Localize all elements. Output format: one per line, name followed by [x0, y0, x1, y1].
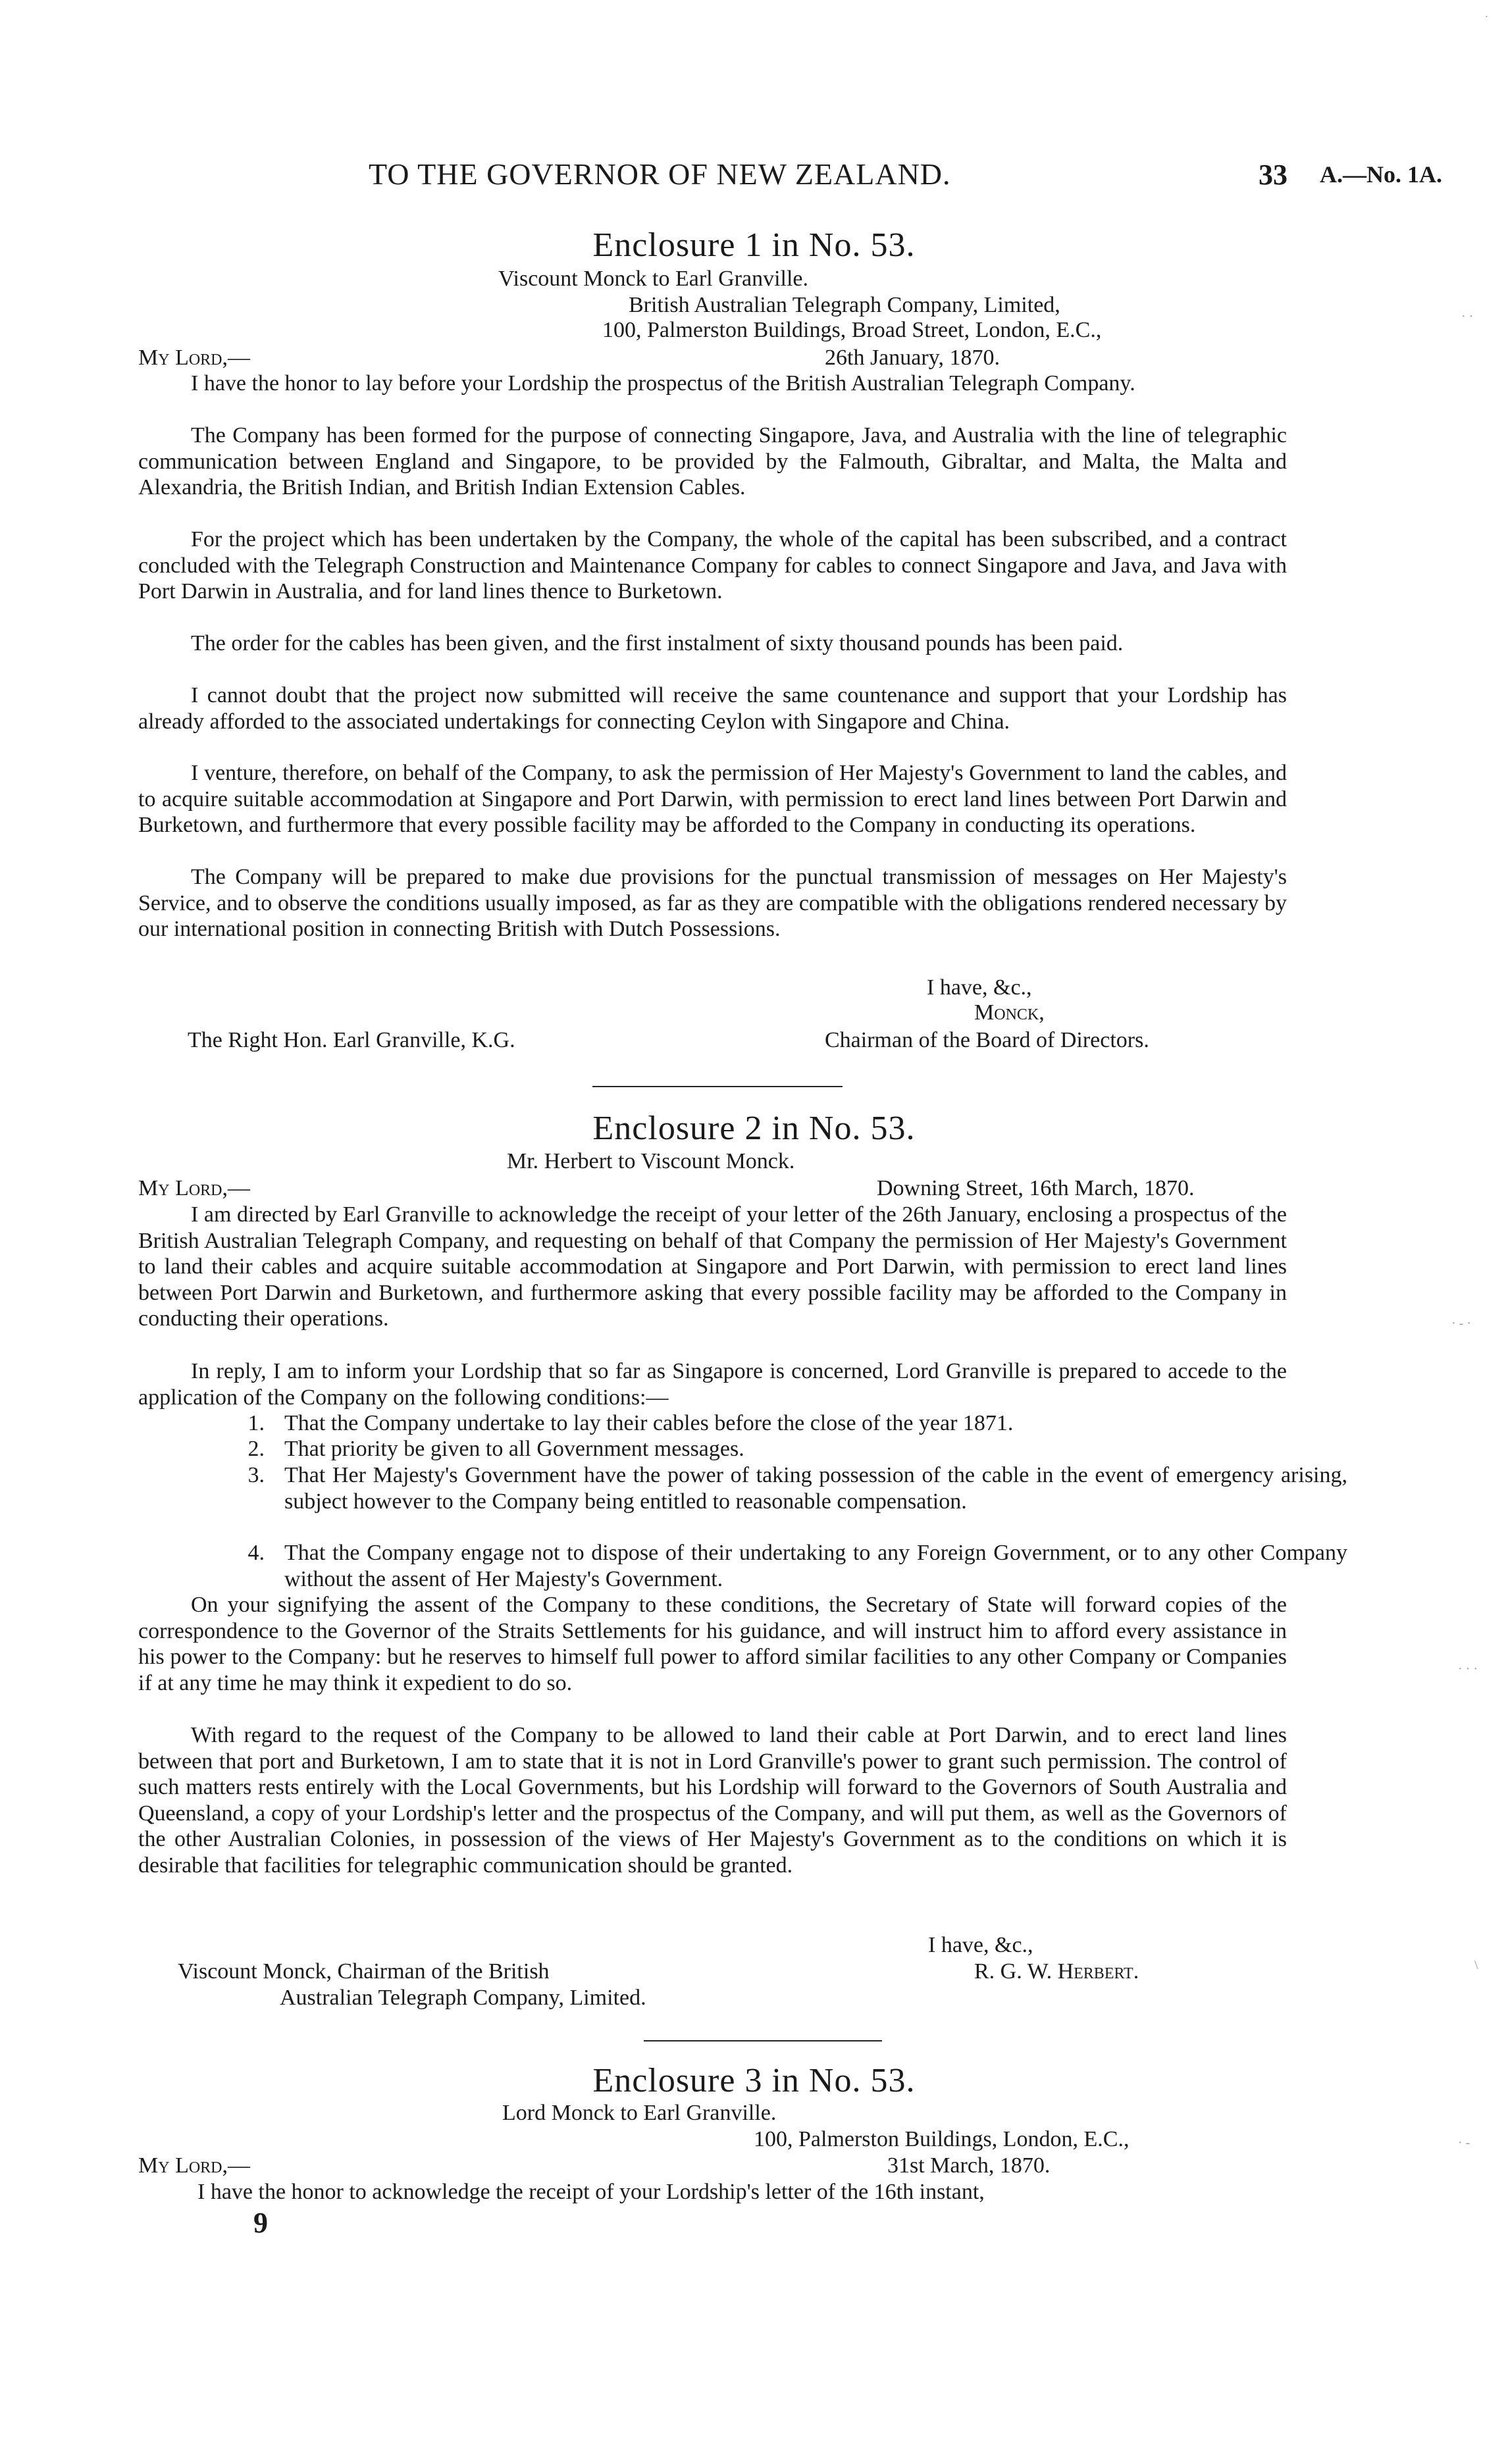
enclosure-1-from-to: Viscount Monck to Earl Granville.	[498, 267, 809, 291]
scan-mark: · -	[1458, 2136, 1470, 2150]
enclosure-1-signature-title: Chairman of the Board of Directors.	[825, 1028, 1149, 1052]
enclosure-1-salutation: My Lord,—	[138, 346, 251, 370]
running-header-title: TO THE GOVERNOR OF NEW ZEALAND.	[369, 157, 951, 191]
condition-item: 4. That the Company engage not to dispose of their undertaking to any Foreign Government, or to any other Company without the assent of Her Majesty's Government.	[247, 1541, 1347, 1591]
condition-item: 2. That priority be given to all Government messages.	[247, 1437, 744, 1461]
enclosure-3-address: 100, Palmerston Buildings, London, E.C.,	[754, 2127, 1130, 2151]
page-number: 33	[1259, 159, 1287, 191]
enclosure-2-from-to: Mr. Herbert to Viscount Monck.	[507, 1149, 795, 1173]
scan-mark: · - ·	[1451, 1316, 1471, 1331]
scan-mark: · ·	[1461, 309, 1474, 324]
enclosure-2-paragraph: In reply, I am to inform your Lordship that so far as Singapore is concerned, Lord Granville is prepared to accede to the application of the Company on the following conditions:—	[138, 1359, 1287, 1410]
section-divider	[592, 1086, 843, 1087]
enclosure-1-address-line2: 100, Palmerston Buildings, Broad Street, London, E.C.,	[602, 318, 1102, 342]
enclosure-3-from-to: Lord Monck to Earl Granville.	[502, 2101, 777, 2125]
scan-mark: \	[1474, 1958, 1478, 1972]
enclosure-2-salutation: My Lord,—	[138, 1176, 251, 1200]
enclosure-1-paragraph: The order for the cables has been given, and the first instalment of sixty thousand pounds has been paid.	[191, 631, 1124, 655]
scan-mark: ˙	[1484, 13, 1489, 28]
enclosure-1-paragraph: The Company has been formed for the purpose of connecting Singapore, Java, and Australia with the line of telegraphic communication between England and Singapore, to be provided by the Falmouth, Gibraltar, and Malta, the Malta and Alexandria, the British Indian, and British Indian Extension Cables.	[138, 423, 1287, 500]
enclosure-3-first-line: I have the honor to acknowledge the receipt of your Lordship's letter of the 16th instant,	[197, 2180, 985, 2204]
enclosure-2-place-date: Downing Street, 16th March, 1870.	[877, 1176, 1195, 1200]
condition-item: 1. That the Company undertake to lay their cables before the close of the year 1871.	[247, 1411, 1014, 1435]
paper-reference: A.—No. 1A.	[1320, 161, 1442, 188]
enclosure-2-closing: I have, &c.,	[928, 1933, 1033, 1957]
enclosure-1-paragraph: I venture, therefore, on behalf of the Company, to ask the permission of Her Majesty's Government to land the cables, and to acquire suitable accommodation at Singapore and Port Darwin, with permission to erect land lines between Port Darwin and Burketown, and furthermore that every possible facility may be afforded to the Company in conducting its operations.	[138, 761, 1287, 837]
enclosure-1-paragraph: The Company will be prepared to make due provisions for the punctual transmission of messages on Her Majesty's Service, and to observe the conditions usually imposed, as far as they are compatible with the obligations rendered necessary by our international position in connecting British with Dutch Possessions.	[138, 865, 1287, 941]
enclosure-3-date: 31st March, 1870.	[887, 2153, 1051, 2178]
enclosure-2-paragraph: On your signifying the assent of the Company to these conditions, the Secretary of State will forward copies of the correspondence to the Governor of the Straits Settlements for his guidance, and will instruct him to afford every assistance in his power to the Company: but he reserves to himself full power to afford similar facilities to any other Company or Companies if at any time he may think it expedient to do so.	[138, 1593, 1287, 1695]
enclosure-2-addressee-line1: Viscount Monck, Chairman of the British	[178, 1959, 550, 1984]
condition-item: 3. That Her Majesty's Government have the power of taking possession of the cable in the event of emergency arising, subject however to the Company being entitled to reasonable compensation.	[247, 1463, 1347, 1514]
enclosure-2-heading: Enclosure 2 in No. 53.	[592, 1110, 916, 1147]
enclosure-1-paragraph: I have the honor to lay before your Lordship the prospectus of the British Australian Telegraph Company.	[191, 371, 1135, 396]
enclosure-2-paragraph: I am directed by Earl Granville to acknowledge the receipt of your letter of the 26th January, enclosing a prospectus of the British Australian Telegraph Company, and requesting on behalf of that Company the permission of Her Majesty's Government to land their cables and acquire suitable accommodation at Singapore and Port Darwin, with permission to erect land lines between Port Darwin and Burketown, and furthermore asking that every possible facility may be afforded to the Company in conducting their operations.	[138, 1202, 1287, 1331]
enclosure-1-paragraph: I cannot doubt that the project now submitted will receive the same countenance and support that your Lordship has already afforded to the associated undertakings for connecting Ceylon with Singapore and China.	[138, 683, 1287, 734]
enclosure-1-paragraph: For the project which has been undertaken by the Company, the whole of the capital has been subscribed, and a contract concluded with the Telegraph Construction and Maintenance Company for cables to connect Singapore and Java, and Java with Port Darwin in Australia, and for land lines thence to Burketown.	[138, 527, 1287, 603]
signature-mark: 9	[253, 2207, 268, 2239]
enclosure-1-signature: Monck,	[974, 1000, 1045, 1025]
enclosure-3-heading: Enclosure 3 in No. 53.	[592, 2062, 916, 2099]
enclosure-1-addressee: The Right Hon. Earl Granville, K.G.	[188, 1028, 515, 1052]
enclosure-2-signature: R. G. W. Herbert.	[974, 1959, 1139, 1984]
enclosure-1-address-line1: British Australian Telegraph Company, Limited,	[629, 293, 1060, 317]
scan-mark: · · ·	[1458, 1662, 1478, 1676]
section-divider	[644, 2040, 882, 2041]
enclosure-1-date: 26th January, 1870.	[825, 346, 1000, 370]
enclosure-2-addressee-line2: Australian Telegraph Company, Limited.	[280, 1986, 646, 2010]
enclosure-2-paragraph: With regard to the request of the Company to be allowed to land their cable at Port Darwin, and to erect land lines between that port and Burketown, I am to state that it is not in Lord Granville's power to grant such permission. The control of such matters rests entirely with the Local Governments, but his Lordship will forward to the Governors of South Australia and Queensland, a copy of your Lordship's letter and the prospectus of the Company, and will put them, as well as the Governors of the other Australian Colonies, in possession of the views of Her Majesty's Government as to the conditions on which it is desirable that facilities for telegraphic communication should be granted.	[138, 1723, 1287, 1878]
enclosure-1-closing: I have, &c.,	[927, 975, 1032, 1000]
enclosure-1-heading: Enclosure 1 in No. 53.	[592, 226, 916, 264]
enclosure-3-salutation: My Lord,—	[138, 2153, 251, 2178]
